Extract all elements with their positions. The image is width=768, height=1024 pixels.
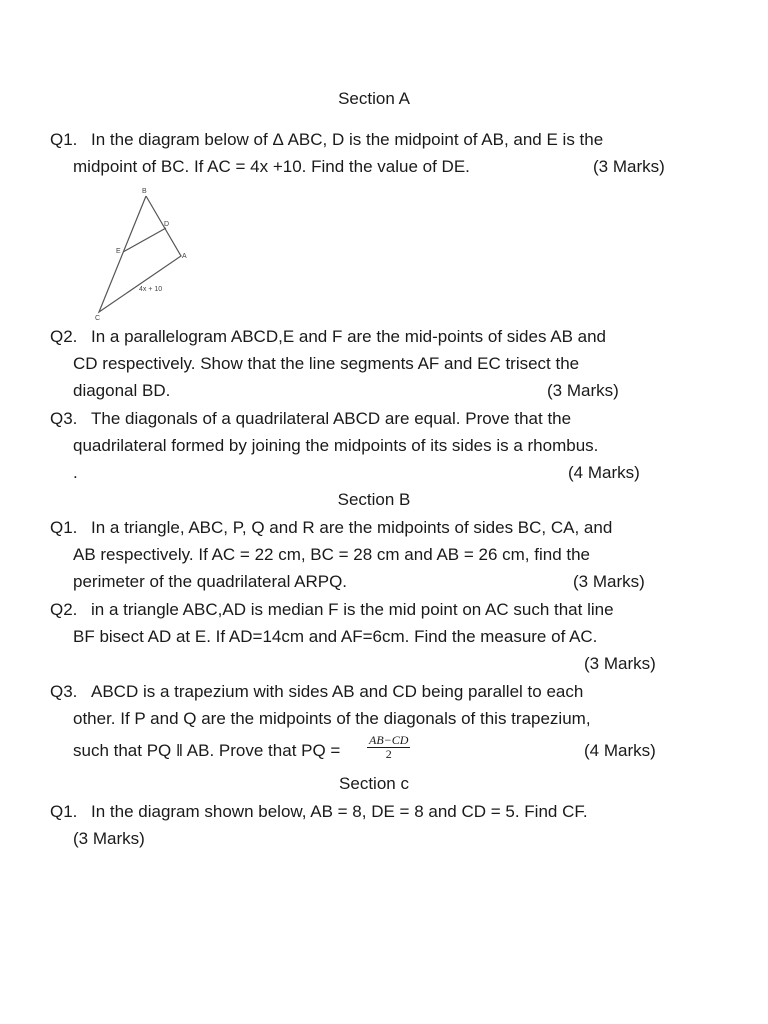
question-number: Q1. xyxy=(50,130,78,149)
question-text: in a triangle ABC,AD is median F is the mid point on AC such that line xyxy=(91,600,614,619)
section-c-title: Section c xyxy=(339,774,409,793)
label-c: C xyxy=(95,315,101,322)
question-text: midpoint of BC. If AC = 4x +10. Find the value of DE. xyxy=(73,157,470,176)
label-a: A xyxy=(182,253,187,260)
question-text: BF bisect AD at E. If AD=14cm and AF=6cm. Find the measure of AC. xyxy=(73,627,598,646)
question-number: Q1. xyxy=(50,518,78,537)
fraction-denominator: 2 xyxy=(385,747,392,761)
question-number: Q2. xyxy=(50,600,78,619)
question-text: In a triangle, ABC, P, Q and R are the midpoints of sides BC, CA, and xyxy=(91,518,613,537)
label-side: 4x + 10 xyxy=(139,286,163,293)
question-text: AB respectively. If AC = 22 cm, BC = 28 cm and AB = 26 cm, find the xyxy=(73,545,591,564)
fraction-numerator: AB−CD xyxy=(369,733,409,747)
question-text: CD respectively. Show that the line segments AF and EC trisect the xyxy=(73,354,580,373)
fraction-expression xyxy=(367,734,410,761)
question-number: Q3. xyxy=(50,682,78,701)
marks-label: (3 Marks) xyxy=(573,572,645,591)
label-b: B xyxy=(142,188,147,195)
label-d: D xyxy=(164,221,170,228)
marks-label: (3 Marks) xyxy=(593,157,665,176)
question-text: perimeter of the quadrilateral ARPQ. xyxy=(73,572,348,591)
question-text: diagonal BD. xyxy=(73,381,171,400)
question-text: The diagonals of a quadrilateral ABCD are equal. Prove that the xyxy=(91,409,572,428)
question-text: such that PQ ‖ AB. Prove that PQ = xyxy=(73,741,341,760)
question-number: Q3. xyxy=(50,409,78,428)
section-a-title: Section A xyxy=(338,89,410,108)
marks-label: (4 Marks) xyxy=(584,741,656,760)
marks-label: (3 Marks) xyxy=(73,829,145,848)
marks-label: (3 Marks) xyxy=(547,381,619,400)
question-text: . xyxy=(73,463,78,482)
question-text: In the diagram shown below, AB = 8, DE = 8 and CD = 5. Find CF. xyxy=(91,802,588,821)
question-text: In the diagram below of Δ ABC, D is the midpoint of AB, and E is the xyxy=(91,130,604,149)
marks-label: (4 Marks) xyxy=(568,463,640,482)
triangle-diagram xyxy=(84,184,194,322)
marks-label: (3 Marks) xyxy=(584,654,656,673)
question-text: quadrilateral formed by joining the midpoints of its sides is a rhombus. xyxy=(73,436,599,455)
question-text: In a parallelogram ABCD,E and F are the mid-points of sides AB and xyxy=(91,327,606,346)
question-text: other. If P and Q are the midpoints of the diagonals of this trapezium, xyxy=(73,709,591,728)
section-b-title: Section B xyxy=(337,490,411,509)
label-e: E xyxy=(116,248,121,255)
question-number: Q1. xyxy=(50,802,78,821)
question-number: Q2. xyxy=(50,327,78,346)
question-text: ABCD is a trapezium with sides AB and CD being parallel to each xyxy=(91,682,584,701)
